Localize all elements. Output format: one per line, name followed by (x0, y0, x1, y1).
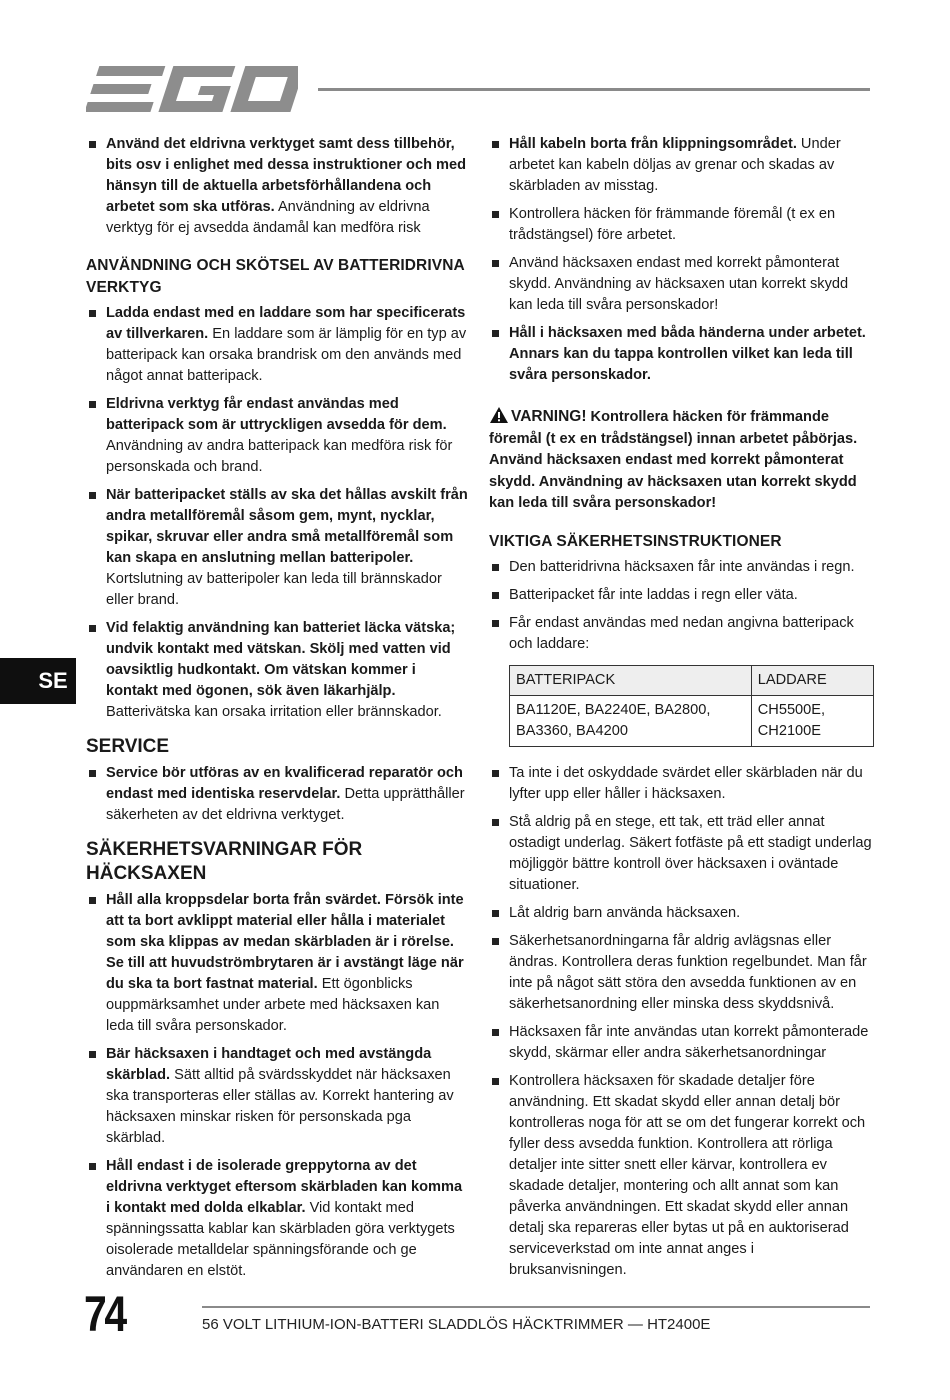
list-item: Ladda endast med en laddare som har specificerats av tillverkaren. En laddare som är lämplig för en typ av batteripack kan orsaka brandrisk om den används med något annat batteripack. (86, 303, 468, 387)
warning-label: VARNING! (511, 408, 587, 425)
list-item: Kontrollera häcken för främmande föremål (t ex en trådstängsel) före arbetet. (489, 204, 874, 246)
table-header-cell: LADDARE (751, 665, 873, 695)
hedge-safety-heading: SÄKERHETSVARNINGAR FÖR HÄCKSAXEN (86, 839, 363, 884)
list-item: Vid felaktig användning kan batteriet läcka vätska; undvik kontakt med vätskan. Skölj med vatten vid oavsiktlig hudkontakt. Om vätskan kommer i kontakt med ögonen, sök även läkarhjälp. Batterivätska kan orsaka irritation eller brännskador. (86, 618, 468, 723)
list-item: Använd häcksaxen endast med korrekt påmonterat skydd. Användning av häcksaxen utan korrekt skydd kan leda till svåra personskador! (489, 253, 874, 316)
page-number: 74 (84, 1286, 125, 1342)
language-tab: SE (0, 658, 76, 704)
battery-heading: ANVÄNDNING OCH SKÖTSEL AV BATTERIDRIVNA VERKTYG (86, 257, 465, 296)
left-column (86, 134, 468, 1289)
important-heading: VIKTIGA SÄKERHETSINSTRUKTIONER (489, 532, 782, 550)
warning-triangle-icon (489, 406, 509, 424)
list-item: Håll kabeln borta från klippningsområdet. Under arbetet kan kabeln döljas av grenar och skadas av skärbladen av misstag. (489, 134, 874, 197)
list-item: Häcksaxen får inte användas utan korrekt påmonterade skydd, skärmar eller andra säkerhetsanordningar (489, 1022, 874, 1064)
ego-logo (86, 64, 298, 114)
list-item: Håll endast i de isolerade greppytorna av det eldrivna verktyget eftersom skärbladen kan komma i kontakt med dolda elkablar. Vid kontakt med spänningssatta kablar kan skärbladen göra verktygets oisolerade metalldelar spänningsförande och ge användaren en elstöt. (86, 1156, 468, 1282)
list-item: Håll alla kroppsdelar borta från svärdet. Försök inte att ta bort avklippt material eller hålla i materialet som ska klippas av medan skärbladen är i rörelse. Se till att huvudströmbrytaren är i avstängt läge när du ska ta bort fastnat material. Ett ögonblicks ouppmärksamhet under arbete med häcksaxen kan leda till svåra personskador. (86, 890, 468, 1037)
footer-rule (202, 1306, 870, 1308)
list-item: Service bör utföras av en kvalificerad reparatör och endast med identiska reservdelar. Detta upprätthåller säkerheten av det eldrivna verktyget. (86, 763, 468, 826)
list-item: Den batteridrivna häcksaxen får inte användas i regn. (489, 557, 874, 578)
table-row (510, 695, 874, 746)
list-item: Ta inte i det oskyddade svärdet eller skärbladen när du lyfter upp eller håller i häcksaxen. (489, 763, 874, 805)
list-item: Säkerhetsanordningarna får aldrig avlägsnas eller ändras. Kontrollera deras funktion regelbundet. Man får inte på något sätt störa den avsedda funktionen av en säkerhetsanordning eller minska dess skyddsnivå. (489, 931, 874, 1015)
footer-title: 56 VOLT LITHIUM-ION-BATTERI SLADDLÖS HÄCKTRIMMER — HT2400E (202, 1316, 711, 1333)
warning-text: Kontrollera häcken för främmande föremål (t ex en trådstängsel) innan arbetet påbörjas. Använd häcksaxen endast med korrekt påmonterat skydd. Användning av häcksaxen utan korrekt skydd kan leda till svåra personskador! (489, 409, 858, 511)
right-column (489, 134, 874, 1288)
list-item: Kontrollera häcksaxen för skadade detaljer före användning. Ett skadat skydd eller annan detalj bör kontrolleras noga för att se om det fungerar korrekt och fyller dess avsedda funktion. Kontrollera att rörliga detaljer inte sitter snett eller kärvar, kontrollera ev skadade detaljer, montering och allt annat som kan påverka användningen. Ett skadat skydd eller annan detalj ska repareras eller bytas ut på en auktoriserad serviceverkstad om inte annat anges i bruksanvisningen. (489, 1071, 874, 1281)
list-item: Håll i häcksaxen med båda händerna under arbetet. Annars kan du tappa kontrollen vilket kan leda till svåra personskador. (489, 323, 874, 386)
table-header-cell: BATTERIPACK (510, 665, 752, 695)
list-item: Låt aldrig barn använda häcksaxen. (489, 903, 874, 924)
table-cell: BA1120E, BA2240E, BA2800, BA3360, BA4200 (510, 695, 752, 746)
list-item: Stå aldrig på en stege, ett tak, ett träd eller annat ostadigt underlag. Säkert fotfäste på ett stadigt underlag möjliggör bättre kontroll över häcksaxen i oväntade situationer. (489, 812, 874, 896)
list-item: När batteripacket ställs av ska det hållas avskilt från andra metallföremål såsom gem, mynt, nycklar, spikar, skruvar eller andra små metallföremål som kan skapa en anslutning mellan batteripoler. Kortslutning av batteripoler kan leda till brännskador eller brand. (86, 485, 468, 611)
header-rule (318, 88, 870, 91)
list-item: Använd det eldrivna verktyget samt dess tillbehör, bits osv i enlighet med dessa instruktioner och med hänsyn till de aktuella arbetsförhållandena och arbetet som ska utföras. Användning av eldrivna verktyg för ej avsedda ändamål kan medföra risk (86, 134, 468, 239)
list-item: Batteripacket får inte laddas i regn eller väta. (489, 585, 874, 606)
list-item: Eldrivna verktyg får endast användas med batteripack som är uttryckligen avsedda för dem. Användning av andra batteripack kan medföra risk för personskada och brand. (86, 394, 468, 478)
warning-block (489, 406, 874, 515)
table-header-row (510, 665, 874, 695)
list-item: Bär häcksaxen i handtaget och med avstängda skärblad. Sätt alltid på svärdsskyddet när häcksaxen ska transporteras eller ställas av. Korrekt hantering av häcksaxen minskar risken för personskada pga skärblad. (86, 1044, 468, 1149)
list-item: Får endast användas med nedan angivna batteripack och laddare: (489, 613, 874, 655)
compatibility-table (509, 665, 874, 747)
service-heading: SERVICE (86, 736, 170, 757)
table-cell: CH5500E, CH2100E (751, 695, 873, 746)
